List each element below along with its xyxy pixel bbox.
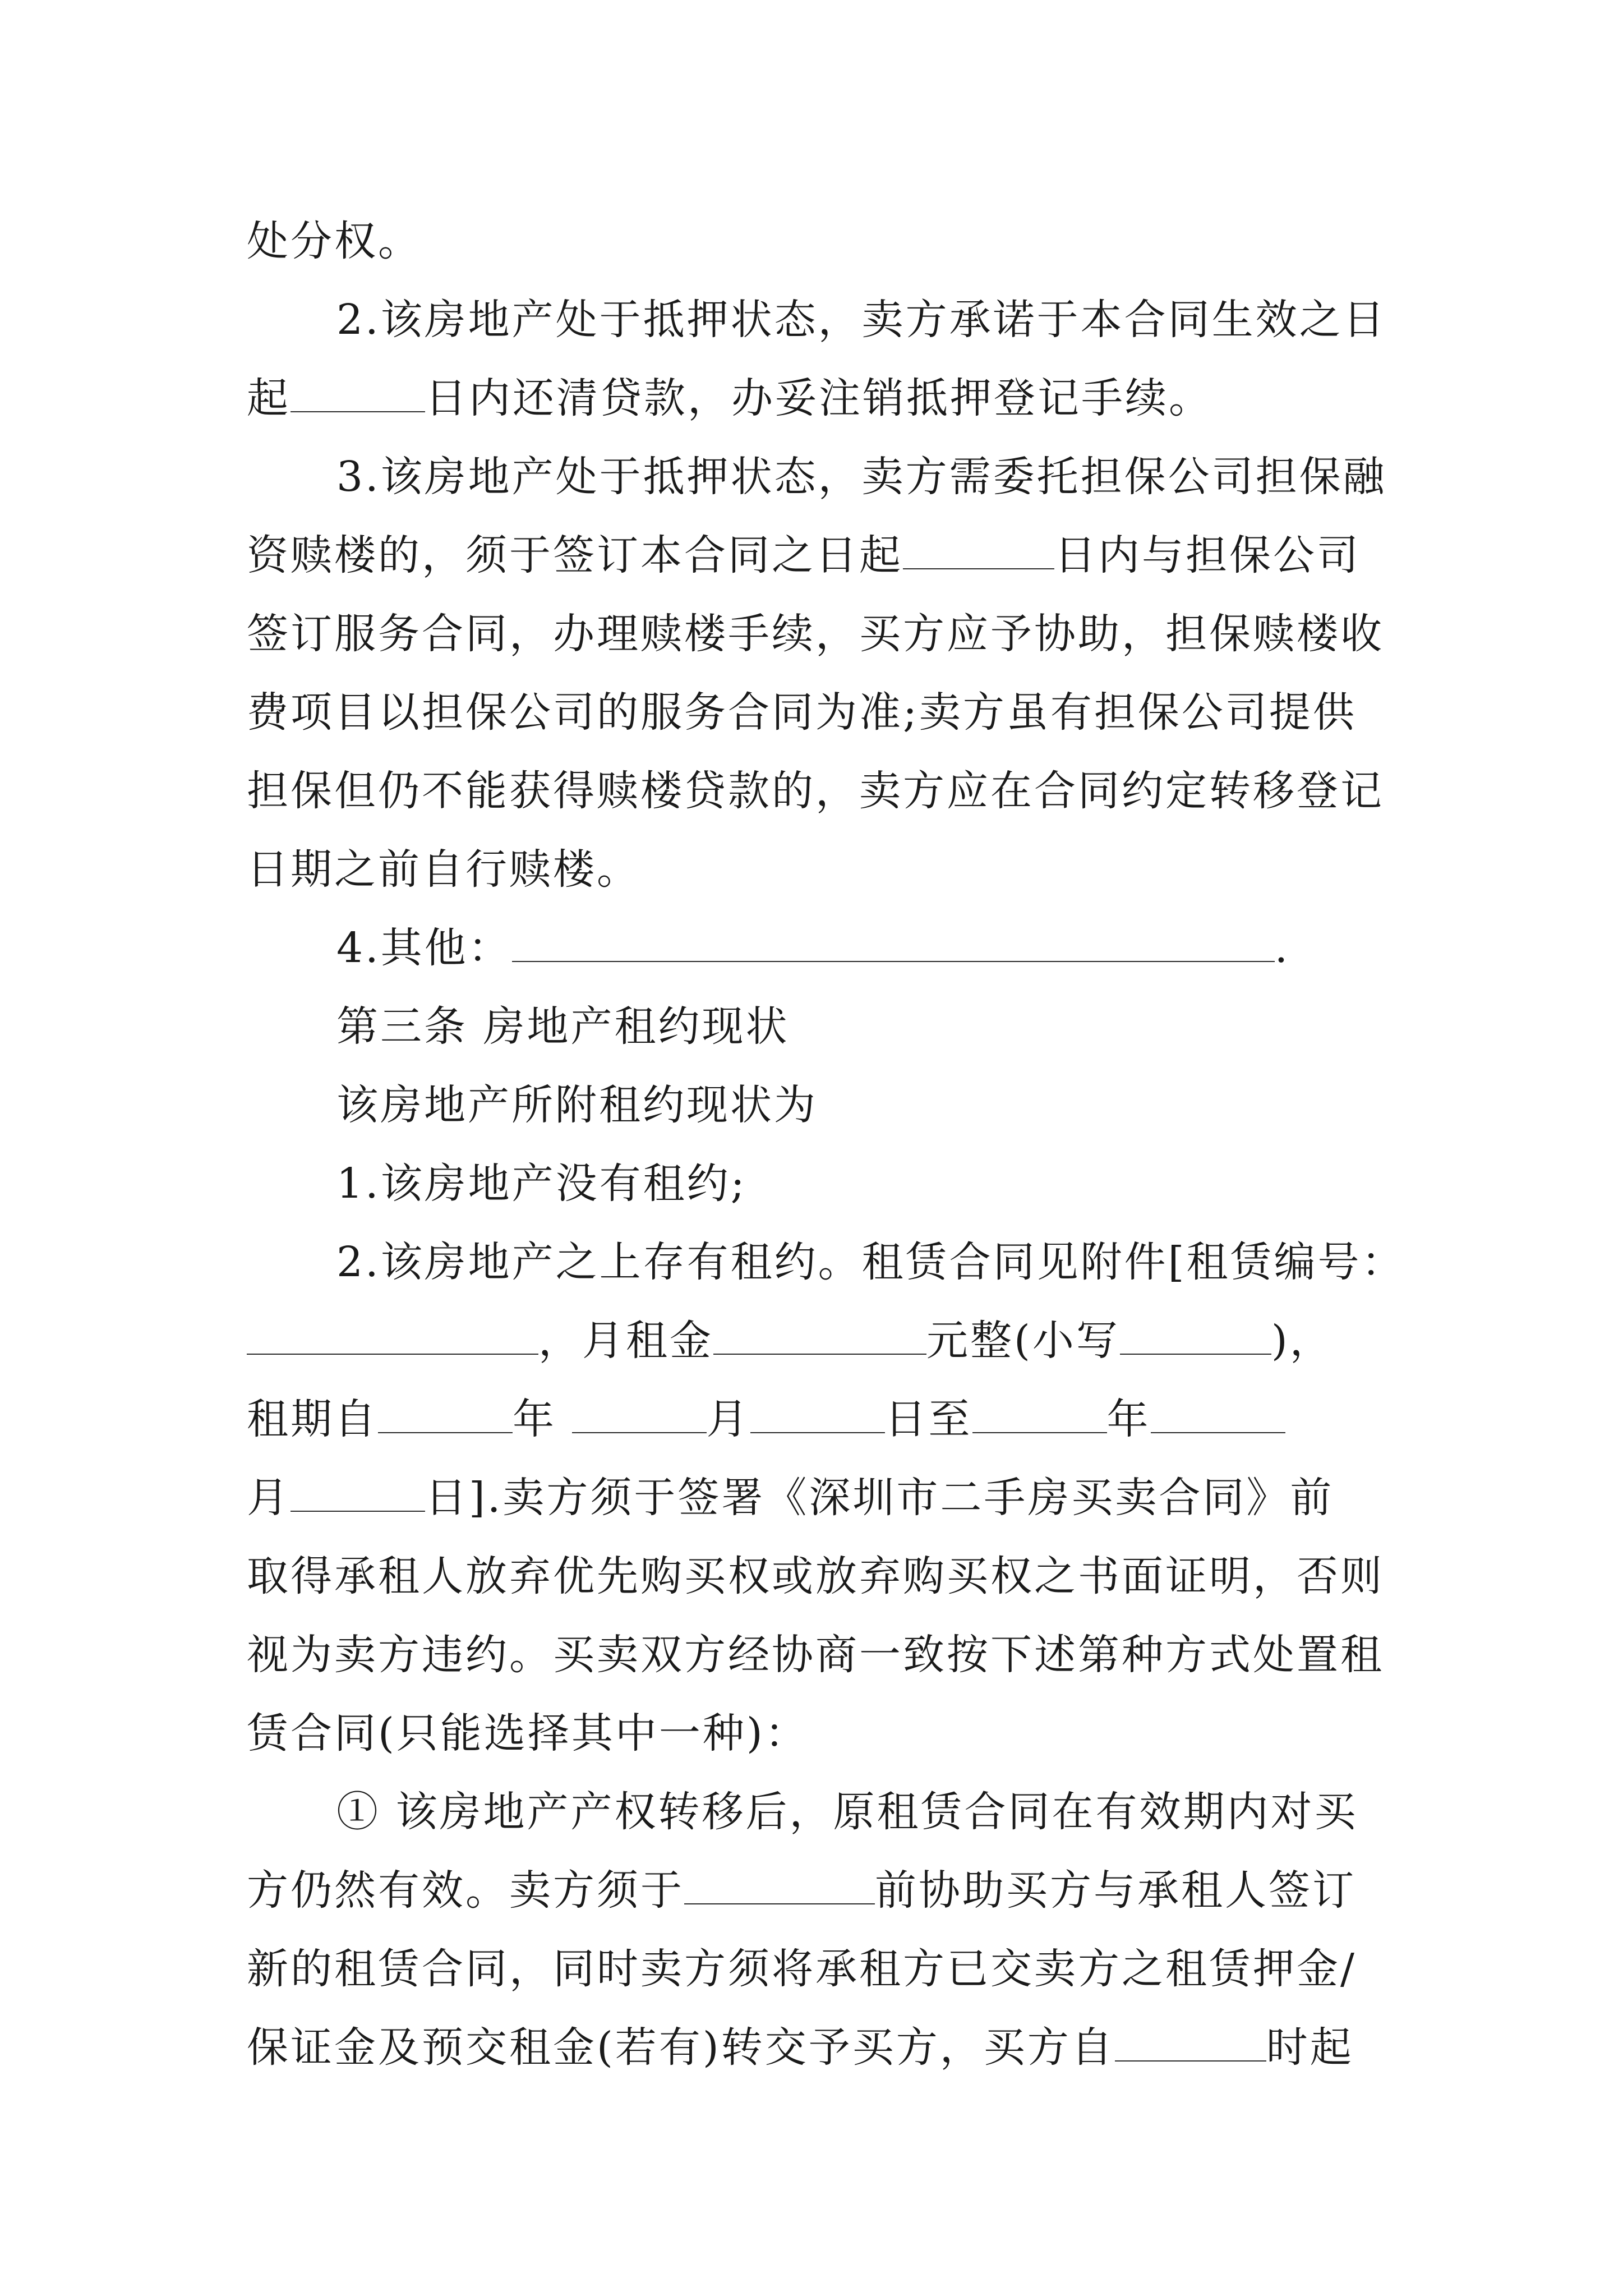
text-span: 赁合同(只能选择其中一种)： (247, 1709, 809, 1757)
text-span: 日内与担保公司 (1054, 531, 1361, 579)
text-span: 4.其他： (336, 924, 512, 972)
text-line (247, 752, 1385, 830)
text-line (247, 1537, 1385, 1616)
fill-blank (512, 927, 1275, 962)
text-span: 日].卖方须于签署《深圳市二手房买卖合同》前 (425, 1474, 1334, 1522)
text-span: 3.该房地产处于抵押状态，卖方需委托担保公司担保融 (336, 453, 1387, 501)
fill-blank (247, 1320, 538, 1355)
text-line (247, 830, 1385, 909)
text-span: 新的租赁合同，同时卖方须将承租方已交卖方之租赁押金/ (247, 1945, 1357, 1993)
fill-blank (903, 535, 1054, 569)
fill-blank (572, 1398, 707, 1433)
fill-blank (972, 1398, 1107, 1433)
text-span: )， (1271, 1317, 1334, 1365)
text-line (247, 1694, 1385, 1773)
text-span: 前协助买方与承租人签订 (875, 1866, 1356, 1915)
fill-blank (378, 1398, 513, 1433)
text-line (336, 438, 1385, 516)
fill-blank (291, 1477, 425, 1512)
text-span: 2.该房地产之上存有租约。租赁合同见附件[租赁编号： (336, 1238, 1405, 1286)
fill-blank (1151, 1398, 1285, 1433)
text-line (336, 1066, 1385, 1144)
text-line (336, 1773, 1385, 1851)
text-span: 签订服务合同，办理赎楼手续，买方应予协助，担保赎楼收 (247, 610, 1384, 658)
text-span: 起 (247, 374, 291, 422)
text-span: 月 (706, 1395, 750, 1443)
text-span: 日至 (884, 1395, 972, 1443)
text-line (336, 1223, 1405, 1301)
text-span: 租期自 (247, 1395, 378, 1443)
text-span: 担保但仍不能获得赎楼贷款的，卖方应在合同约定转移登记 (247, 767, 1384, 815)
text-span: 方仍然有效。卖方须于 (247, 1866, 684, 1915)
text-line (247, 359, 1385, 438)
text-line (247, 2008, 1385, 2087)
text-line (247, 1616, 1385, 1694)
text-line (336, 280, 1385, 359)
fill-blank (750, 1398, 885, 1433)
text-line (247, 1851, 1385, 1930)
text-line (247, 1458, 1385, 1537)
text-line (247, 516, 1385, 595)
fill-blank (1115, 2027, 1266, 2062)
text-span: ，月租金 (538, 1317, 713, 1365)
text-span: 第三条 房地产租约现状 (336, 1002, 790, 1051)
text-span: 年 (513, 1395, 556, 1443)
text-line (247, 1930, 1385, 2008)
text-span: . (1274, 924, 1290, 972)
text-line (247, 1301, 1385, 1380)
fill-blank (291, 378, 425, 412)
section-heading (336, 987, 1385, 1066)
text-line (247, 595, 1385, 673)
fill-blank (684, 1870, 875, 1904)
text-line (247, 673, 1385, 752)
text-span: 月 (247, 1474, 291, 1522)
text-span: 日内还清贷款，办妥注销抵押登记手续。 (425, 374, 1212, 422)
text-line (247, 1380, 1385, 1458)
text-line (247, 202, 1385, 280)
text-span: 保证金及预交租金(若有)转交予买方，买方自 (247, 2023, 1115, 2072)
text-span: 费项目以担保公司的服务合同为准;卖方虽有担保公司提供 (247, 688, 1357, 737)
text-span: ① 该房地产产权转移后，原租赁合同在有效期内对买 (336, 1788, 1358, 1836)
fill-blank (713, 1320, 926, 1355)
text-span: 年 (1106, 1395, 1151, 1443)
text-span: 2.该房地产处于抵押状态，卖方承诺于本合同生效之日 (336, 296, 1387, 344)
text-line (336, 909, 1385, 987)
text-line (336, 1144, 1385, 1223)
text-span: 时起 (1266, 2023, 1354, 2072)
text-span: 资赎楼的，须于签订本合同之日起 (247, 531, 903, 579)
text-span: 1.该房地产没有租约; (336, 1159, 747, 1208)
text-span: 取得承租人放弃优先购买权或放弃购买权之书面证明，否则 (247, 1552, 1384, 1600)
text-span: 元整(小写 (926, 1317, 1120, 1365)
fill-blank (1120, 1320, 1271, 1355)
text-span: 日期之前自行赎楼。 (247, 845, 640, 894)
text-span: 视为卖方违约。买卖双方经协商一致按下述第种方式处置租 (247, 1631, 1384, 1679)
text-span: 该房地产所附租约现状为 (336, 1081, 818, 1129)
text-span: 处分权。 (247, 217, 422, 265)
